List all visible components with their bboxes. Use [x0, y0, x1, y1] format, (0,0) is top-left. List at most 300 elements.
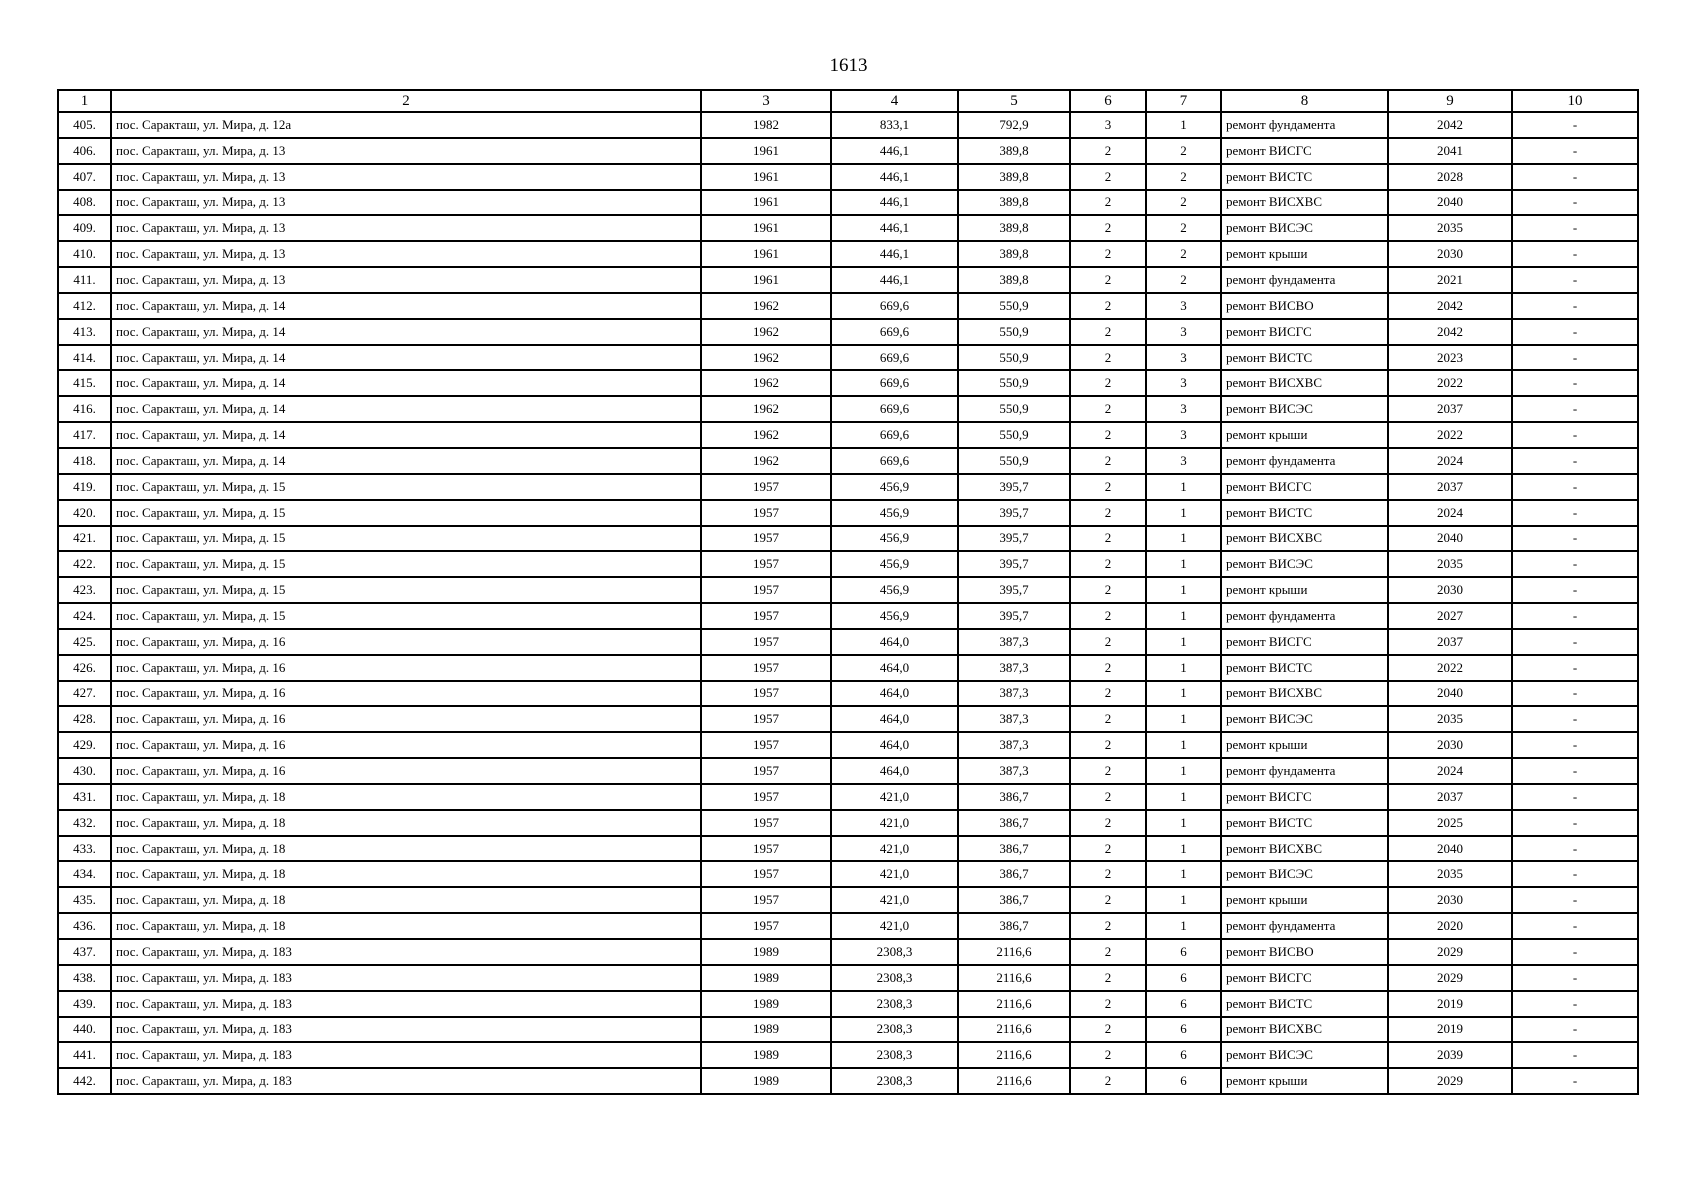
cell-row-number: 433. [58, 836, 111, 862]
cell-entrances: 6 [1146, 1017, 1221, 1043]
cell-note: - [1512, 370, 1638, 396]
cell-address: пос. Саракташ, ул. Мира, д. 183 [111, 1068, 701, 1094]
repair-schedule-table [57, 89, 1639, 1095]
cell-planned-year: 2037 [1388, 474, 1512, 500]
cell-living-area: 386,7 [958, 887, 1070, 913]
cell-address: пос. Саракташ, ул. Мира, д. 183 [111, 1042, 701, 1068]
table-row [58, 396, 1638, 422]
cell-entrances: 2 [1146, 190, 1221, 216]
cell-address: пос. Саракташ, ул. Мира, д. 18 [111, 810, 701, 836]
cell-note: - [1512, 267, 1638, 293]
cell-living-area: 389,8 [958, 267, 1070, 293]
cell-year-built: 1989 [701, 1017, 831, 1043]
cell-year-built: 1957 [701, 526, 831, 552]
cell-work-type: ремонт фундамента [1221, 448, 1388, 474]
cell-note: - [1512, 319, 1638, 345]
cell-entrances: 1 [1146, 526, 1221, 552]
cell-planned-year: 2041 [1388, 138, 1512, 164]
cell-total-area: 456,9 [831, 500, 958, 526]
cell-address: пос. Саракташ, ул. Мира, д. 14 [111, 396, 701, 422]
cell-work-type: ремонт ВИСХВС [1221, 681, 1388, 707]
cell-note: - [1512, 293, 1638, 319]
cell-total-area: 446,1 [831, 190, 958, 216]
page-number: 1613 [829, 55, 868, 76]
cell-note: - [1512, 448, 1638, 474]
cell-work-type: ремонт ВИСТС [1221, 655, 1388, 681]
cell-floors: 2 [1070, 577, 1146, 603]
cell-row-number: 416. [58, 396, 111, 422]
table-row [58, 526, 1638, 552]
cell-living-area: 387,3 [958, 732, 1070, 758]
cell-planned-year: 2029 [1388, 965, 1512, 991]
cell-year-built: 1957 [701, 810, 831, 836]
cell-entrances: 1 [1146, 758, 1221, 784]
cell-entrances: 1 [1146, 681, 1221, 707]
table-row [58, 422, 1638, 448]
cell-floors: 2 [1070, 319, 1146, 345]
cell-note: - [1512, 965, 1638, 991]
cell-note: - [1512, 500, 1638, 526]
cell-living-area: 387,3 [958, 629, 1070, 655]
cell-work-type: ремонт ВИСЭС [1221, 551, 1388, 577]
cell-year-built: 1961 [701, 164, 831, 190]
cell-address: пос. Саракташ, ул. Мира, д. 18 [111, 913, 701, 939]
cell-planned-year: 2040 [1388, 190, 1512, 216]
cell-address: пос. Саракташ, ул. Мира, д. 13 [111, 241, 701, 267]
cell-row-number: 432. [58, 810, 111, 836]
cell-floors: 2 [1070, 732, 1146, 758]
cell-total-area: 446,1 [831, 138, 958, 164]
cell-note: - [1512, 603, 1638, 629]
cell-address: пос. Саракташ, ул. Мира, д. 18 [111, 784, 701, 810]
cell-row-number: 417. [58, 422, 111, 448]
cell-total-area: 669,6 [831, 345, 958, 371]
cell-total-area: 669,6 [831, 370, 958, 396]
cell-floors: 2 [1070, 267, 1146, 293]
cell-address: пос. Саракташ, ул. Мира, д. 14 [111, 370, 701, 396]
cell-row-number: 406. [58, 138, 111, 164]
cell-total-area: 421,0 [831, 784, 958, 810]
cell-row-number: 409. [58, 215, 111, 241]
cell-total-area: 2308,3 [831, 1017, 958, 1043]
cell-row-number: 407. [58, 164, 111, 190]
cell-living-area: 550,9 [958, 293, 1070, 319]
cell-year-built: 1957 [701, 500, 831, 526]
cell-living-area: 386,7 [958, 784, 1070, 810]
cell-note: - [1512, 655, 1638, 681]
cell-work-type: ремонт фундамента [1221, 603, 1388, 629]
cell-work-type: ремонт фундамента [1221, 913, 1388, 939]
column-header-9: 9 [1388, 90, 1512, 112]
cell-address: пос. Саракташ, ул. Мира, д. 16 [111, 629, 701, 655]
cell-year-built: 1957 [701, 887, 831, 913]
column-header-2: 2 [111, 90, 701, 112]
table-row [58, 215, 1638, 241]
cell-address: пос. Саракташ, ул. Мира, д. 13 [111, 138, 701, 164]
cell-planned-year: 2037 [1388, 396, 1512, 422]
cell-entrances: 3 [1146, 422, 1221, 448]
cell-work-type: ремонт ВИСГС [1221, 784, 1388, 810]
cell-address: пос. Саракташ, ул. Мира, д. 15 [111, 603, 701, 629]
table-row [58, 474, 1638, 500]
cell-address: пос. Саракташ, ул. Мира, д. 14 [111, 448, 701, 474]
cell-work-type: ремонт ВИСГС [1221, 474, 1388, 500]
cell-floors: 2 [1070, 190, 1146, 216]
cell-living-area: 395,7 [958, 603, 1070, 629]
cell-work-type: ремонт ВИСГС [1221, 138, 1388, 164]
cell-total-area: 2308,3 [831, 1068, 958, 1094]
cell-address: пос. Саракташ, ул. Мира, д. 183 [111, 939, 701, 965]
cell-address: пос. Саракташ, ул. Мира, д. 15 [111, 577, 701, 603]
cell-note: - [1512, 810, 1638, 836]
cell-planned-year: 2030 [1388, 577, 1512, 603]
cell-work-type: ремонт ВИСВО [1221, 939, 1388, 965]
cell-row-number: 434. [58, 861, 111, 887]
cell-row-number: 420. [58, 500, 111, 526]
cell-entrances: 2 [1146, 215, 1221, 241]
table-row [58, 836, 1638, 862]
cell-year-built: 1961 [701, 241, 831, 267]
table-row [58, 784, 1638, 810]
cell-living-area: 389,8 [958, 215, 1070, 241]
cell-address: пос. Саракташ, ул. Мира, д. 183 [111, 1017, 701, 1043]
cell-address: пос. Саракташ, ул. Мира, д. 12а [111, 112, 701, 138]
cell-planned-year: 2024 [1388, 500, 1512, 526]
cell-living-area: 2116,6 [958, 939, 1070, 965]
cell-year-built: 1957 [701, 784, 831, 810]
column-header-5: 5 [958, 90, 1070, 112]
cell-entrances: 1 [1146, 706, 1221, 732]
cell-row-number: 418. [58, 448, 111, 474]
cell-total-area: 421,0 [831, 810, 958, 836]
cell-row-number: 441. [58, 1042, 111, 1068]
table-row [58, 577, 1638, 603]
header-row [58, 90, 1638, 112]
cell-address: пос. Саракташ, ул. Мира, д. 16 [111, 706, 701, 732]
cell-floors: 2 [1070, 551, 1146, 577]
cell-row-number: 442. [58, 1068, 111, 1094]
cell-work-type: ремонт ВИСЭС [1221, 1042, 1388, 1068]
cell-entrances: 6 [1146, 965, 1221, 991]
cell-total-area: 456,9 [831, 551, 958, 577]
cell-planned-year: 2021 [1388, 267, 1512, 293]
cell-work-type: ремонт крыши [1221, 422, 1388, 448]
cell-total-area: 669,6 [831, 448, 958, 474]
cell-planned-year: 2040 [1388, 836, 1512, 862]
cell-total-area: 421,0 [831, 836, 958, 862]
cell-entrances: 1 [1146, 112, 1221, 138]
cell-living-area: 395,7 [958, 526, 1070, 552]
table-header [58, 90, 1638, 112]
cell-total-area: 464,0 [831, 681, 958, 707]
cell-note: - [1512, 1042, 1638, 1068]
cell-work-type: ремонт ВИСГС [1221, 629, 1388, 655]
cell-year-built: 1962 [701, 422, 831, 448]
cell-row-number: 427. [58, 681, 111, 707]
cell-note: - [1512, 526, 1638, 552]
cell-living-area: 2116,6 [958, 1068, 1070, 1094]
cell-note: - [1512, 1017, 1638, 1043]
cell-address: пос. Саракташ, ул. Мира, д. 18 [111, 861, 701, 887]
table-row [58, 319, 1638, 345]
cell-living-area: 389,8 [958, 164, 1070, 190]
table-row [58, 500, 1638, 526]
column-header-6: 6 [1070, 90, 1146, 112]
cell-entrances: 1 [1146, 810, 1221, 836]
cell-entrances: 1 [1146, 551, 1221, 577]
cell-address: пос. Саракташ, ул. Мира, д. 15 [111, 474, 701, 500]
cell-total-area: 669,6 [831, 293, 958, 319]
cell-note: - [1512, 241, 1638, 267]
cell-address: пос. Саракташ, ул. Мира, д. 18 [111, 836, 701, 862]
cell-entrances: 3 [1146, 448, 1221, 474]
table-row [58, 164, 1638, 190]
cell-work-type: ремонт ВИСЭС [1221, 396, 1388, 422]
cell-row-number: 419. [58, 474, 111, 500]
column-header-3: 3 [701, 90, 831, 112]
cell-entrances: 1 [1146, 887, 1221, 913]
cell-floors: 2 [1070, 241, 1146, 267]
cell-year-built: 1957 [701, 706, 831, 732]
cell-note: - [1512, 732, 1638, 758]
cell-entrances: 3 [1146, 396, 1221, 422]
column-header-4: 4 [831, 90, 958, 112]
cell-note: - [1512, 215, 1638, 241]
cell-row-number: 421. [58, 526, 111, 552]
cell-note: - [1512, 913, 1638, 939]
cell-entrances: 1 [1146, 784, 1221, 810]
cell-living-area: 387,3 [958, 758, 1070, 784]
cell-address: пос. Саракташ, ул. Мира, д. 13 [111, 164, 701, 190]
cell-total-area: 456,9 [831, 474, 958, 500]
cell-entrances: 3 [1146, 293, 1221, 319]
cell-year-built: 1989 [701, 965, 831, 991]
cell-year-built: 1961 [701, 190, 831, 216]
cell-row-number: 425. [58, 629, 111, 655]
cell-note: - [1512, 577, 1638, 603]
cell-address: пос. Саракташ, ул. Мира, д. 16 [111, 758, 701, 784]
cell-note: - [1512, 681, 1638, 707]
table-row [58, 267, 1638, 293]
cell-row-number: 426. [58, 655, 111, 681]
table-row [58, 939, 1638, 965]
cell-row-number: 414. [58, 345, 111, 371]
cell-floors: 2 [1070, 681, 1146, 707]
cell-year-built: 1989 [701, 939, 831, 965]
cell-note: - [1512, 784, 1638, 810]
cell-total-area: 456,9 [831, 526, 958, 552]
cell-planned-year: 2025 [1388, 810, 1512, 836]
cell-entrances: 6 [1146, 1042, 1221, 1068]
cell-entrances: 3 [1146, 319, 1221, 345]
cell-living-area: 2116,6 [958, 965, 1070, 991]
cell-floors: 2 [1070, 293, 1146, 319]
cell-floors: 2 [1070, 836, 1146, 862]
cell-address: пос. Саракташ, ул. Мира, д. 183 [111, 991, 701, 1017]
cell-planned-year: 2037 [1388, 784, 1512, 810]
cell-year-built: 1961 [701, 138, 831, 164]
cell-work-type: ремонт ВИСТС [1221, 991, 1388, 1017]
cell-work-type: ремонт крыши [1221, 1068, 1388, 1094]
cell-floors: 2 [1070, 138, 1146, 164]
cell-work-type: ремонт ВИСХВС [1221, 190, 1388, 216]
cell-year-built: 1962 [701, 319, 831, 345]
cell-work-type: ремонт ВИСЭС [1221, 861, 1388, 887]
cell-note: - [1512, 190, 1638, 216]
cell-year-built: 1957 [701, 836, 831, 862]
cell-living-area: 2116,6 [958, 1042, 1070, 1068]
cell-row-number: 428. [58, 706, 111, 732]
cell-planned-year: 2019 [1388, 1017, 1512, 1043]
cell-row-number: 440. [58, 1017, 111, 1043]
table-row [58, 681, 1638, 707]
cell-planned-year: 2040 [1388, 681, 1512, 707]
cell-planned-year: 2027 [1388, 603, 1512, 629]
cell-living-area: 550,9 [958, 319, 1070, 345]
cell-work-type: ремонт фундамента [1221, 267, 1388, 293]
cell-floors: 2 [1070, 706, 1146, 732]
cell-total-area: 464,0 [831, 758, 958, 784]
cell-year-built: 1962 [701, 345, 831, 371]
cell-note: - [1512, 551, 1638, 577]
cell-living-area: 550,9 [958, 422, 1070, 448]
cell-work-type: ремонт крыши [1221, 577, 1388, 603]
cell-note: - [1512, 422, 1638, 448]
cell-total-area: 421,0 [831, 887, 958, 913]
cell-living-area: 395,7 [958, 474, 1070, 500]
table-row [58, 1068, 1638, 1094]
cell-row-number: 413. [58, 319, 111, 345]
cell-year-built: 1962 [701, 370, 831, 396]
cell-total-area: 446,1 [831, 164, 958, 190]
cell-address: пос. Саракташ, ул. Мира, д. 13 [111, 215, 701, 241]
cell-entrances: 1 [1146, 577, 1221, 603]
cell-row-number: 431. [58, 784, 111, 810]
cell-address: пос. Саракташ, ул. Мира, д. 14 [111, 422, 701, 448]
cell-floors: 2 [1070, 474, 1146, 500]
table-row [58, 190, 1638, 216]
cell-entrances: 1 [1146, 629, 1221, 655]
cell-floors: 2 [1070, 991, 1146, 1017]
cell-address: пос. Саракташ, ул. Мира, д. 16 [111, 681, 701, 707]
cell-year-built: 1957 [701, 655, 831, 681]
cell-planned-year: 2024 [1388, 448, 1512, 474]
cell-year-built: 1961 [701, 215, 831, 241]
cell-living-area: 550,9 [958, 448, 1070, 474]
cell-living-area: 792,9 [958, 112, 1070, 138]
table-row [58, 370, 1638, 396]
cell-floors: 2 [1070, 965, 1146, 991]
cell-note: - [1512, 939, 1638, 965]
cell-floors: 2 [1070, 655, 1146, 681]
cell-planned-year: 2030 [1388, 887, 1512, 913]
cell-floors: 2 [1070, 396, 1146, 422]
cell-floors: 2 [1070, 526, 1146, 552]
cell-living-area: 550,9 [958, 345, 1070, 371]
cell-living-area: 389,8 [958, 241, 1070, 267]
cell-entrances: 2 [1146, 164, 1221, 190]
cell-floors: 2 [1070, 1042, 1146, 1068]
cell-total-area: 833,1 [831, 112, 958, 138]
cell-work-type: ремонт ВИСХВС [1221, 1017, 1388, 1043]
cell-floors: 2 [1070, 345, 1146, 371]
cell-planned-year: 2023 [1388, 345, 1512, 371]
cell-living-area: 550,9 [958, 396, 1070, 422]
cell-address: пос. Саракташ, ул. Мира, д. 16 [111, 655, 701, 681]
cell-year-built: 1957 [701, 913, 831, 939]
table-row [58, 345, 1638, 371]
cell-address: пос. Саракташ, ул. Мира, д. 14 [111, 293, 701, 319]
cell-work-type: ремонт ВИСЭС [1221, 215, 1388, 241]
cell-entrances: 1 [1146, 836, 1221, 862]
cell-floors: 2 [1070, 164, 1146, 190]
cell-row-number: 438. [58, 965, 111, 991]
cell-address: пос. Саракташ, ул. Мира, д. 183 [111, 965, 701, 991]
cell-row-number: 437. [58, 939, 111, 965]
cell-planned-year: 2035 [1388, 215, 1512, 241]
cell-living-area: 386,7 [958, 861, 1070, 887]
cell-floors: 2 [1070, 913, 1146, 939]
cell-floors: 2 [1070, 861, 1146, 887]
cell-year-built: 1962 [701, 396, 831, 422]
cell-entrances: 6 [1146, 1068, 1221, 1094]
cell-address: пос. Саракташ, ул. Мира, д. 13 [111, 190, 701, 216]
cell-total-area: 2308,3 [831, 939, 958, 965]
cell-total-area: 2308,3 [831, 991, 958, 1017]
cell-floors: 2 [1070, 939, 1146, 965]
cell-note: - [1512, 112, 1638, 138]
cell-living-area: 2116,6 [958, 991, 1070, 1017]
cell-entrances: 2 [1146, 267, 1221, 293]
table-row [58, 887, 1638, 913]
cell-floors: 2 [1070, 784, 1146, 810]
cell-row-number: 423. [58, 577, 111, 603]
cell-row-number: 439. [58, 991, 111, 1017]
cell-living-area: 395,7 [958, 500, 1070, 526]
table-row [58, 732, 1638, 758]
table-row [58, 1042, 1638, 1068]
cell-total-area: 2308,3 [831, 1042, 958, 1068]
cell-work-type: ремонт ВИСВО [1221, 293, 1388, 319]
cell-floors: 2 [1070, 629, 1146, 655]
cell-work-type: ремонт ВИСТС [1221, 500, 1388, 526]
cell-planned-year: 2042 [1388, 319, 1512, 345]
cell-year-built: 1989 [701, 991, 831, 1017]
column-header-8: 8 [1221, 90, 1388, 112]
cell-entrances: 1 [1146, 861, 1221, 887]
cell-planned-year: 2042 [1388, 112, 1512, 138]
cell-year-built: 1957 [701, 603, 831, 629]
table-row [58, 991, 1638, 1017]
cell-entrances: 1 [1146, 655, 1221, 681]
cell-entrances: 1 [1146, 913, 1221, 939]
cell-row-number: 405. [58, 112, 111, 138]
cell-total-area: 446,1 [831, 215, 958, 241]
cell-total-area: 421,0 [831, 861, 958, 887]
cell-total-area: 2308,3 [831, 965, 958, 991]
cell-row-number: 411. [58, 267, 111, 293]
cell-floors: 2 [1070, 422, 1146, 448]
cell-living-area: 395,7 [958, 551, 1070, 577]
cell-floors: 2 [1070, 603, 1146, 629]
cell-year-built: 1989 [701, 1042, 831, 1068]
cell-address: пос. Саракташ, ул. Мира, д. 14 [111, 319, 701, 345]
cell-entrances: 2 [1146, 138, 1221, 164]
cell-living-area: 389,8 [958, 138, 1070, 164]
cell-entrances: 6 [1146, 991, 1221, 1017]
cell-row-number: 415. [58, 370, 111, 396]
cell-total-area: 446,1 [831, 267, 958, 293]
